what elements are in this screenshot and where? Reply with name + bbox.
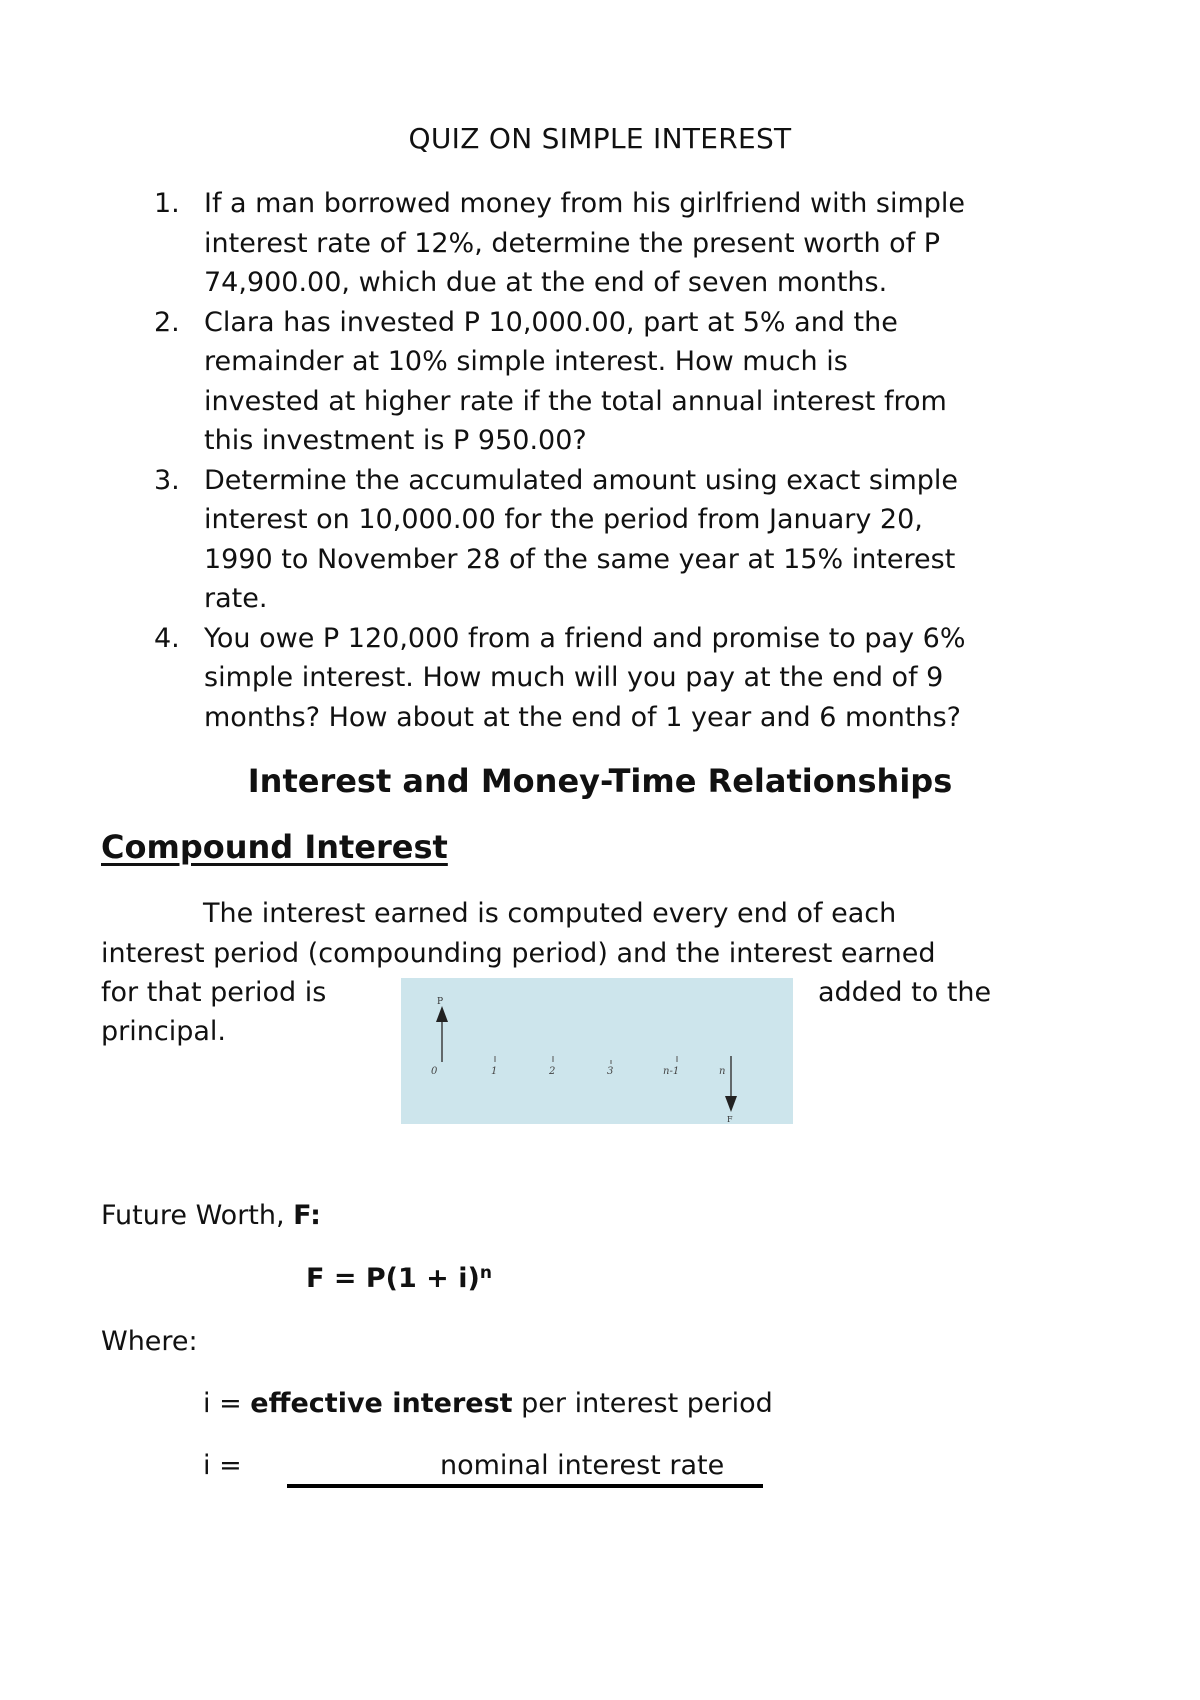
period-label: 0 xyxy=(431,1066,438,1077)
future-worth-prefix: Future Worth, xyxy=(101,1200,294,1231)
future-worth-symbol: F: xyxy=(293,1200,321,1231)
formula-exponent: n xyxy=(479,1263,492,1283)
quiz-line: invested at higher rate if the total annual interest from xyxy=(204,385,947,417)
compound-formula xyxy=(306,1263,492,1294)
future-worth-label xyxy=(101,1200,321,1231)
period-label: n-1 xyxy=(663,1066,680,1077)
paragraph-line: principal. xyxy=(101,1016,226,1047)
quiz-line: this investment is P 950.00? xyxy=(204,425,587,456)
quiz-item xyxy=(150,303,1110,461)
quiz-line: If a man borrowed money from his girlfriend with simple xyxy=(204,188,966,219)
definition-prefix: i = xyxy=(203,1388,251,1419)
compound-interest-heading: Compound Interest xyxy=(101,828,448,866)
downward-arrow-icon xyxy=(725,1096,737,1112)
period-label: 2 xyxy=(549,1066,556,1077)
diagram-bottom-label: F xyxy=(727,1115,733,1124)
paragraph-line: for that period is xyxy=(101,977,327,1008)
quiz-list xyxy=(150,184,1110,737)
paragraph-line: The interest earned is computed every end of each xyxy=(203,898,897,929)
quiz-line: rate. xyxy=(204,583,268,614)
period-label: n xyxy=(719,1066,726,1077)
quiz-item-number: 1. xyxy=(154,188,180,219)
cash-flow-diagram xyxy=(401,978,793,1124)
quiz-line: 74,900.00, which due at the end of seven months. xyxy=(204,267,888,298)
where-label: Where: xyxy=(101,1326,198,1357)
cash-flow-diagram-svg xyxy=(401,978,793,1124)
quiz-line: Clara has invested P 10,000.00, part at 5% and the xyxy=(204,306,898,338)
quiz-line: You owe P 120,000 from a friend and promise to pay 6% xyxy=(204,622,966,654)
quiz-line: remainder at 10% simple interest. How much is xyxy=(204,346,848,377)
quiz-item-number: 3. xyxy=(154,464,180,496)
quiz-line: simple interest. How much will you pay at the end of 9 xyxy=(204,662,944,693)
quiz-item xyxy=(150,184,1110,303)
diagram-top-label: P xyxy=(437,997,444,1007)
quiz-item xyxy=(150,619,1110,738)
paragraph-line: added to the xyxy=(818,977,992,1008)
quiz-line: interest rate of 12%, determine the present worth of P xyxy=(204,227,941,259)
upward-arrow-icon xyxy=(436,1006,448,1022)
quiz-line: interest on 10,000.00 for the period from January 20, xyxy=(204,504,923,535)
definition-nominal-prefix: i = xyxy=(203,1450,242,1481)
section-title: Interest and Money-Time Relationships xyxy=(247,762,953,800)
fraction-bar xyxy=(287,1484,763,1488)
period-label: 3 xyxy=(607,1066,614,1077)
fraction-numerator: nominal interest rate xyxy=(440,1450,725,1481)
quiz-title: QUIZ ON SIMPLE INTEREST xyxy=(408,122,792,155)
quiz-item-number: 4. xyxy=(154,622,180,654)
quiz-line: 1990 to November 28 of the same year at 15% interest xyxy=(204,543,956,575)
quiz-line: months? How about at the end of 1 year and 6 months? xyxy=(204,701,961,733)
quiz-item xyxy=(150,461,1110,619)
quiz-item-number: 2. xyxy=(154,306,180,338)
formula-base: F = P(1 + i) xyxy=(306,1263,480,1294)
period-label: 1 xyxy=(491,1066,498,1077)
definition-effective-interest xyxy=(203,1388,773,1419)
quiz-line: Determine the accumulated amount using exact simple xyxy=(204,464,959,496)
definition-term: effective interest xyxy=(250,1388,513,1419)
paragraph-line: interest period (compounding period) and the interest earned xyxy=(101,938,936,969)
definition-suffix: per interest period xyxy=(512,1388,773,1419)
